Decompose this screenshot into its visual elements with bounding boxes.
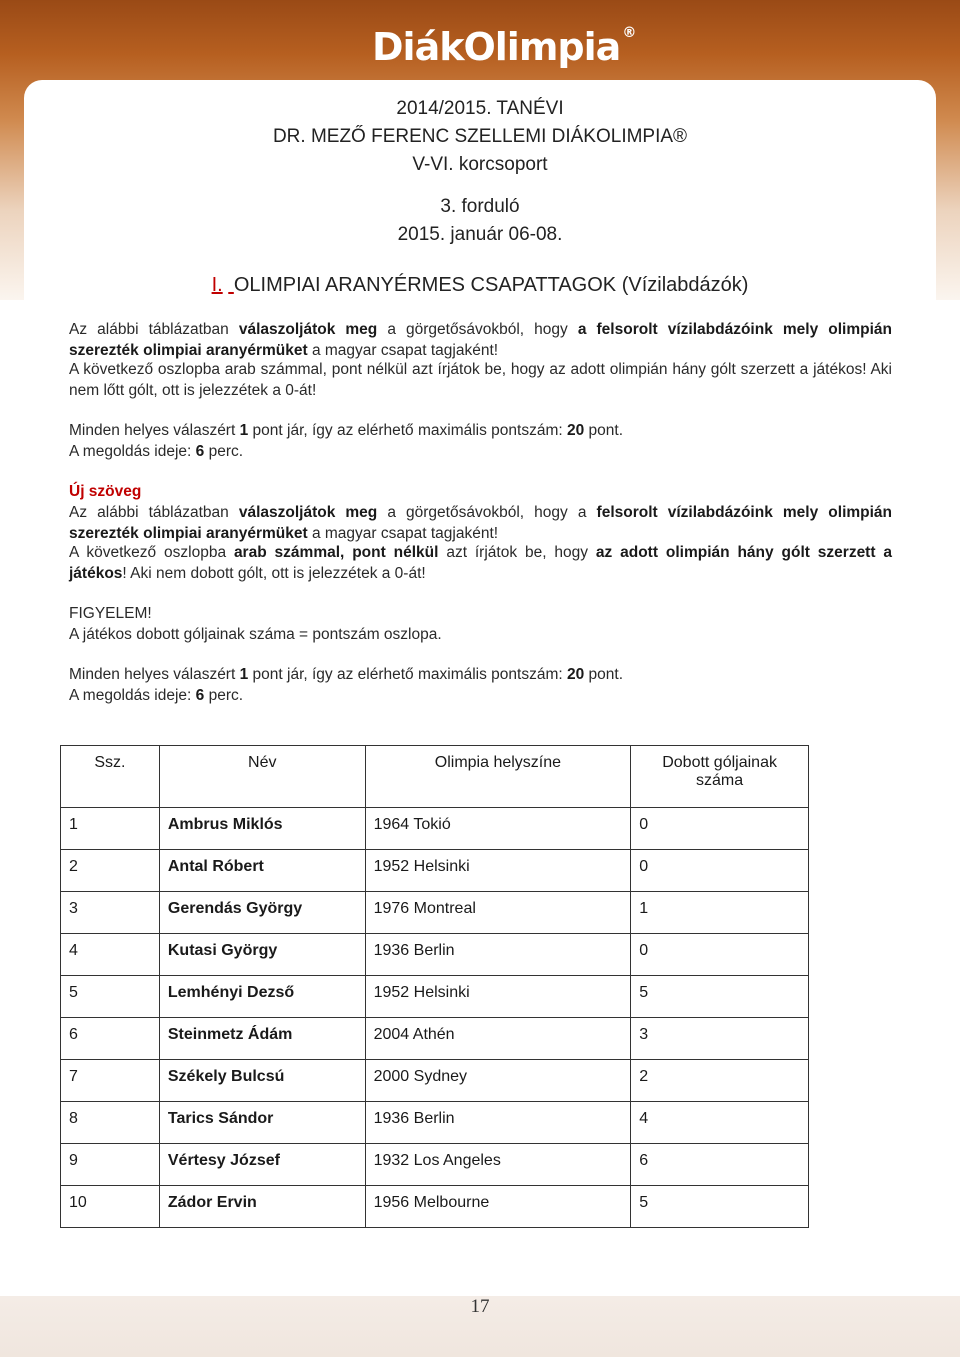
instructions-paragraph-1: Az alábbi táblázatban válaszoljátok meg a görgetősávokból, hogy a felsorolt vízilabdázóink mely olimpián szerezték olimpiai aranyérmüket a magyar csapat tagjaként! [69, 321, 893, 359]
row-number: 4 [61, 934, 160, 976]
goals-scored: 6 [631, 1144, 809, 1186]
player-name: Zádor Ervin [159, 1186, 365, 1228]
section-number: I. [211, 274, 223, 296]
scoring-info-2: Minden helyes válaszért 1 pont jár, így az elérhető maximális pontszám: 20 pont. A megoldás ideje: 6 perc. [69, 666, 624, 704]
olympics-venue: 1976 Montreal [365, 892, 631, 934]
goals-scored: 0 [631, 934, 809, 976]
player-name: Ambrus Miklós [159, 808, 365, 850]
player-name: Kutasi György [159, 934, 365, 976]
diakolimpia-logo: DiákOlimpia ® [372, 25, 636, 69]
player-name: Tarics Sándor [159, 1102, 365, 1144]
row-number: 5 [61, 976, 160, 1018]
section-title-text: OLIMPIAI ARANYÉRMES CSAPATTAGOK (Vízilabdázók) [233, 274, 749, 296]
goals-scored: 0 [631, 850, 809, 892]
warning-text: A játékos dobott góljainak száma = pontszám oszlopa. [69, 625, 442, 643]
table-row [61, 892, 809, 934]
olympics-venue: 2004 Athén [365, 1018, 631, 1060]
page-number: 17 [470, 1296, 490, 1317]
row-number: 6 [61, 1018, 160, 1060]
olympics-venue: 1952 Helsinki [365, 850, 631, 892]
olympics-venue: 1932 Los Angeles [365, 1144, 631, 1186]
title-round: 3. forduló [440, 196, 520, 217]
table-row [61, 1018, 809, 1060]
table-row [61, 1186, 809, 1228]
goals-scored: 2 [631, 1060, 809, 1102]
goals-scored: 0 [631, 808, 809, 850]
player-name: Lemhényi Dezső [159, 976, 365, 1018]
warning-label: FIGYELEM! [69, 605, 152, 622]
row-number: 8 [61, 1102, 160, 1144]
header-name: Név [159, 746, 365, 808]
title-date: 2015. január 06-08. [397, 224, 563, 245]
olympics-venue: 1964 Tokió [365, 808, 631, 850]
row-number: 3 [61, 892, 160, 934]
title-school-year: 2014/2015. TANÉVI [396, 98, 564, 119]
player-name: Gerendás György [159, 892, 365, 934]
header-olympics-venue: Olimpia helyszíne [365, 746, 631, 808]
title-age-group: V-VI. korcsoport [412, 154, 548, 175]
olympics-venue: 1952 Helsinki [365, 976, 631, 1018]
scoring-info-1: Minden helyes válaszért 1 pont jár, így az elérhető maximális pontszám: 20 pont. A megoldás ideje: 6 perc. [69, 422, 624, 460]
table-row [61, 808, 809, 850]
table-header-row [61, 746, 809, 808]
row-number: 9 [61, 1144, 160, 1186]
olympics-venue: 1956 Melbourne [365, 1186, 631, 1228]
row-number: 7 [61, 1060, 160, 1102]
player-name: Székely Bulcsú [159, 1060, 365, 1102]
goals-scored: 1 [631, 892, 809, 934]
instructions-paragraph-4: Az alábbi táblázatban válaszoljátok meg a görgetősávokból, hogy a felsorolt vízilabdázóink mely olimpián szerezték olimpiai aranyérmüket a magyar csapat tagjaként! [69, 504, 893, 542]
olympics-venue: 1936 Berlin [365, 934, 631, 976]
new-text-label: Új szöveg [69, 483, 142, 500]
player-name: Steinmetz Ádám [159, 1018, 365, 1060]
row-number: 1 [61, 808, 160, 850]
goals-scored: 4 [631, 1102, 809, 1144]
instructions-paragraph-2: A következő oszlopba arab számmal, pont nélkül azt írjátok be, hogy az adott olimpián hány gólt szerzett a játékos! Aki nem lőtt gólt, ott is jelezzétek a 0-át! [69, 361, 892, 399]
row-number: 10 [61, 1186, 160, 1228]
header-number: Ssz. [61, 746, 160, 808]
table-row [61, 850, 809, 892]
title-competition: DR. MEZŐ FERENC SZELLEMI DIÁKOLIMPIA® [272, 126, 688, 147]
player-name: Vértesy József [159, 1144, 365, 1186]
table-row [61, 1102, 809, 1144]
table-row [61, 1060, 809, 1102]
goals-scored: 3 [631, 1018, 809, 1060]
table-row [61, 934, 809, 976]
goals-scored: 5 [631, 1186, 809, 1228]
warning-block [69, 604, 892, 645]
olympics-venue: 2000 Sydney [365, 1060, 631, 1102]
olympians-table [60, 745, 809, 1228]
section-heading [0, 271, 960, 299]
instructions-paragraph-5: A következő oszlopba arab számmal, pont nélkül azt írjátok be, hogy az adott olimpián hány gólt szerzett a játékos! Aki nem dobott gólt, ott is jelezzétek a 0-át! [69, 544, 893, 582]
header-goals: Dobott góljainak száma [631, 746, 809, 808]
round-info [0, 193, 960, 249]
player-name: Antal Róbert [159, 850, 365, 892]
page-title [0, 95, 960, 179]
goals-scored: 5 [631, 976, 809, 1018]
table-row [61, 1144, 809, 1186]
row-number: 2 [61, 850, 160, 892]
olympics-venue: 1936 Berlin [365, 1102, 631, 1144]
table-row [61, 976, 809, 1018]
